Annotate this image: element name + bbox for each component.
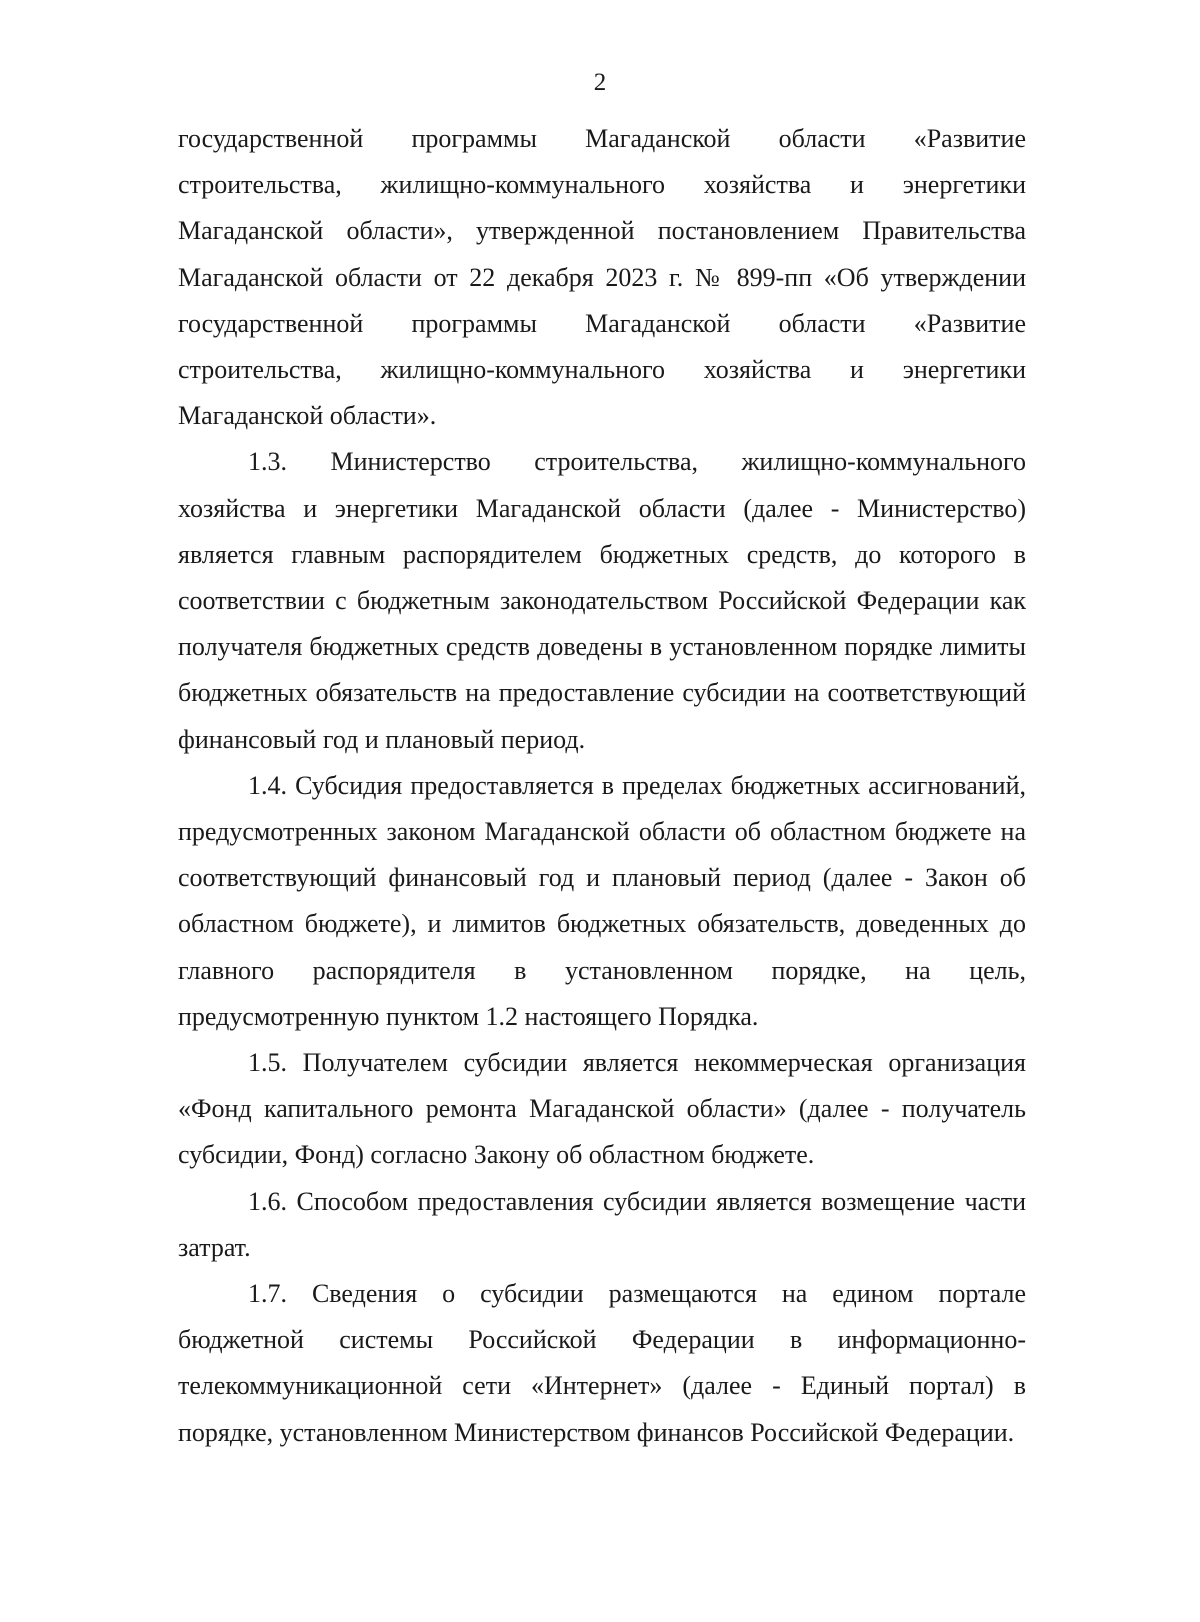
document-body	[178, 116, 1026, 1456]
paragraph-1-3: 1.3. Министерство строительства, жилищно-коммунального хозяйства и энергетики Магаданской области (далее - Министерство) является главным распорядителем бюджетных средств, до которого в соответствии с бюджетным законодательством Российской Федерации как получателя бюджетных средств доведены в установленном порядке лимиты бюджетных обязательств на предоставление субсидии на соответствующий финансовый год и плановый период.	[178, 447, 1026, 754]
paragraph-1-5: 1.5. Получателем субсидии является некоммерческая организация «Фонд капитального ремонта Магаданской области» (далее - получатель субсидии, Фонд) согласно Закону об областном бюджете.	[178, 1048, 1026, 1170]
paragraph-continuation: государственной программы Магаданской области «Развитие строительства, жилищно-коммунального хозяйства и энергетики Магаданской области», утвержденной постановлением Правительства Магаданской области от 22 декабря 2023 г. № 899-пп «Об утверждении государственной программы Магаданской области «Развитие строительства, жилищно-коммунального хозяйства и энергетики Магаданской области».	[178, 124, 1026, 431]
paragraph-1-4: 1.4. Субсидия предоставляется в пределах бюджетных ассигнований, предусмотренных законом Магаданской области об областном бюджете на соответствующий финансовый год и плановый период (далее - Закон об областном бюджете), и лимитов бюджетных обязательств, доведенных до главного распорядителя в установленном порядке, на цель, предусмотренную пунктом 1.2 настоящего Порядка.	[178, 770, 1026, 1031]
paragraph-1-7: 1.7. Сведения о субсидии размещаются на едином портале бюджетной системы Российской Федерации в информационно-телекоммуникационной сети «Интернет» (далее - Единый портал) в порядке, установленном Министерством финансов Российской Федерации.	[178, 1279, 1026, 1447]
page-number: 2	[593, 69, 607, 96]
paragraph-1-6: 1.6. Способом предоставления субсидии является возмещение части затрат.	[178, 1186, 1026, 1262]
